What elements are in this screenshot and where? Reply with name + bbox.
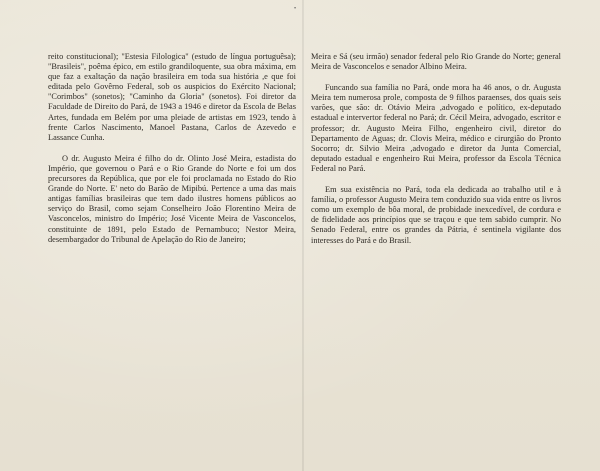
right-paragraph-1: Meira e Sá (seu irmão) senador federal pelo Rio Grande do Norte; general Meira de Vasconcelos e senador Albino Meira. <box>311 52 561 72</box>
left-paragraph-1: reito constitucional); "Estesia Filologica" (estudo de língua portuguêsa); "Brasileis", poêma épico, em estilo grandiloquente, sua obra máxima, em que faz a exaltação da nação brasileira em toda sua história ,e que foi editada pelo Govêrno Federal, sob os auspicios do Exército Nacional; "Corimbos" (sonetos); "Caminho da Gloria" (sonetos). Foi diretor da Faculdade de Direito do Pará, de 1943 a 1946 e diretor da Escola de Belas Artes, fundada em Belém por uma pleiade de artistas em 1923, tendo à frente Carlos Nascimento, Manoel Pastana, Carlos de Azevedo e Lassance Cunha. <box>48 52 296 142</box>
left-column <box>48 52 296 245</box>
right-paragraph-3: Em sua existência no Pará, toda ela dedicada ao trabalho util e à família, o professor Augusto Meira tem conduzido sua vida entre os livros como um exemplo de bôa moral, de probidade inexcedível, de cordura e de fidelidade aos princípios que se traçou e que tem sabido cumprir. No Senado Federal, entre os grandes da Pátria, é sentinela vigilante dos interesses do Pará e do Brasil. <box>311 185 561 245</box>
right-column <box>311 52 561 246</box>
page-fold <box>302 0 304 471</box>
right-paragraph-2: Funcando sua família no Pará, onde mora ha 46 anos, o dr. Augusta Meira tem numerosa prole, composta de 9 filhos paraenses, dos quais seis varões, que são: dr. Otávio Meira ,advogado e político, ex-deputado estadual e intervertor federal no Pará; dr. Cécil Meira, advogado, escritor e professor; dr. Augusto Meira Filho, engenheiro civil, diretor do Departamento de Aguas; dr. Clovis Meira, médico e cirurgião do Pronto Socorro; dr. Silvio Meira ,advogado e diretor da Junta Comercial, deputado estadual e engenheiro Rui Meira, professor da Escola Técnica Federal no Pará. <box>311 83 561 173</box>
left-paragraph-2: O dr. Augusto Meira é filho do dr. Olinto José Meira, estadista do Império, que governou o Pará e o Rio Grande do Norte e foi um dos precursores da República, que por ele foi proclamada no Estado do Rio Grande do Norte. E' neto do Barão de Mipibú. Pertence a uma das mais antigas famílias brasileiras que tem dado ilustres homens públicos ao serviço do Brasil, como sejam Conselheiro João Florentino Meira de Vasconcelos, ministro do Império; José Vicente Meira de Vasconcelos, constituinte de 1891, pelo Estado de Pernambuco; Nestor Meira, desembargador do Tribunal de Apelação do Rio de Janeiro; <box>48 153 296 244</box>
page-mark: • <box>294 6 297 12</box>
